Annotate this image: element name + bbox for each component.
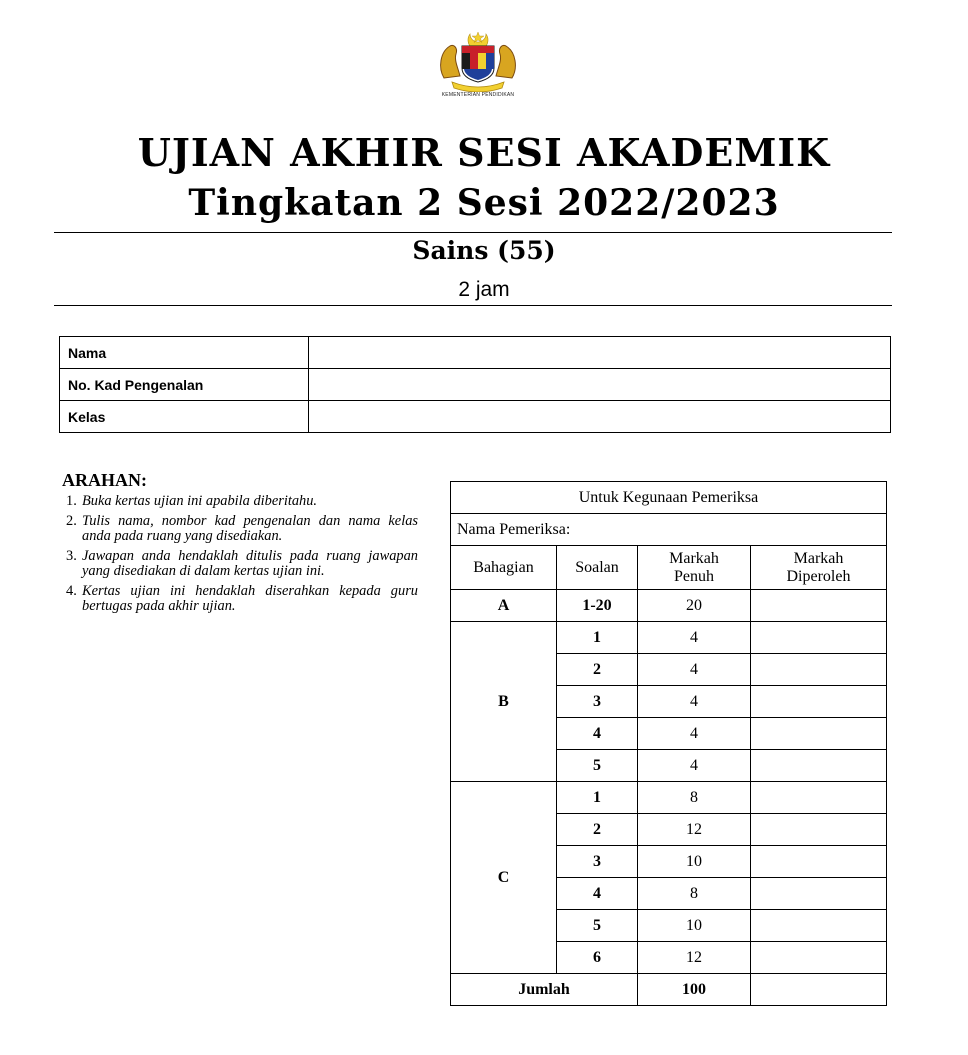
name-field[interactable] bbox=[309, 337, 891, 369]
item-number: 4. bbox=[66, 583, 77, 599]
full-marks: 4 bbox=[638, 750, 751, 782]
item-text: Tulis nama, nombor kad pengenalan dan nama kelas anda pada ruang yang disediakan. bbox=[82, 513, 418, 544]
full-marks: 4 bbox=[638, 686, 751, 718]
table-row bbox=[60, 369, 891, 401]
instructions-list bbox=[62, 494, 418, 614]
full-marks: 4 bbox=[638, 622, 751, 654]
examiner-table-title: Untuk Kegunaan Pemeriksa bbox=[451, 482, 887, 514]
table-row bbox=[451, 482, 887, 514]
ic-number-label: No. Kad Pengenalan bbox=[60, 369, 309, 401]
obtained-marks-cell[interactable] bbox=[751, 686, 887, 718]
table-row bbox=[60, 401, 891, 433]
obtained-marks-cell[interactable] bbox=[751, 782, 887, 814]
question-number: 2 bbox=[557, 814, 638, 846]
full-marks: 10 bbox=[638, 910, 751, 942]
coat-of-arms-icon bbox=[430, 28, 526, 92]
question-number: 1 bbox=[557, 622, 638, 654]
ministry-name: KEMENTERIAN PENDIDIKAN bbox=[441, 92, 515, 98]
obtained-marks-cell[interactable] bbox=[751, 590, 887, 622]
obtained-marks-cell[interactable] bbox=[751, 942, 887, 974]
item-text: Jawapan anda hendaklah ditulis pada ruang jawapan yang disediakan di dalam kertas ujian ini. bbox=[82, 548, 418, 579]
full-marks: 8 bbox=[638, 878, 751, 910]
item-number: 2. bbox=[66, 513, 77, 529]
question-number: 1-20 bbox=[557, 590, 638, 622]
question-number: 6 bbox=[557, 942, 638, 974]
list-item bbox=[62, 549, 418, 579]
question-number: 3 bbox=[557, 686, 638, 718]
total-label: Jumlah bbox=[451, 974, 638, 1006]
table-row bbox=[60, 337, 891, 369]
exam-duration: 2 jam bbox=[458, 278, 510, 301]
student-info-table bbox=[59, 336, 891, 433]
total-obtained-cell[interactable] bbox=[751, 974, 887, 1006]
question-number: 5 bbox=[557, 910, 638, 942]
table-row bbox=[451, 622, 887, 654]
question-number: 4 bbox=[557, 878, 638, 910]
exam-title: UJIAN AKHIR SESI AKADEMIK bbox=[137, 130, 831, 175]
obtained-marks-header: Markah Diperoleh bbox=[751, 546, 887, 590]
ic-number-field[interactable] bbox=[309, 369, 891, 401]
full-marks: 12 bbox=[638, 814, 751, 846]
obtained-marks-cell[interactable] bbox=[751, 750, 887, 782]
full-marks: 20 bbox=[638, 590, 751, 622]
list-item bbox=[62, 584, 418, 614]
full-marks: 12 bbox=[638, 942, 751, 974]
class-field[interactable] bbox=[309, 401, 891, 433]
examiner-name-label: Nama Pemeriksa: bbox=[451, 514, 887, 546]
question-header: Soalan bbox=[557, 546, 638, 590]
list-item bbox=[62, 494, 418, 509]
obtained-marks-cell[interactable] bbox=[751, 654, 887, 686]
section-header: Bahagian bbox=[451, 546, 557, 590]
question-number: 1 bbox=[557, 782, 638, 814]
total-row bbox=[451, 974, 887, 1006]
table-header-row bbox=[451, 546, 887, 590]
item-number: 3. bbox=[66, 548, 77, 564]
obtained-marks-cell[interactable] bbox=[751, 814, 887, 846]
table-row bbox=[451, 782, 887, 814]
examiner-table bbox=[450, 481, 887, 1006]
table-row bbox=[451, 590, 887, 622]
item-text: Buka kertas ujian ini apabila diberitahu. bbox=[82, 493, 318, 509]
item-number: 1. bbox=[66, 493, 77, 509]
question-number: 2 bbox=[557, 654, 638, 686]
instructions bbox=[62, 470, 418, 619]
instructions-title: ARAHAN: bbox=[62, 470, 147, 490]
full-marks-header: Markah Penuh bbox=[638, 546, 751, 590]
subject-title: Sains (55) bbox=[412, 236, 556, 265]
question-number: 3 bbox=[557, 846, 638, 878]
full-marks: 10 bbox=[638, 846, 751, 878]
obtained-marks-cell[interactable] bbox=[751, 718, 887, 750]
ministry-crest bbox=[418, 28, 538, 104]
item-text: Kertas ujian ini hendaklah diserahkan kepada guru bertugas pada akhir ujian. bbox=[82, 583, 418, 614]
name-label: Nama bbox=[60, 337, 309, 369]
table-row bbox=[451, 514, 887, 546]
section-c-label: C bbox=[451, 782, 557, 974]
exam-subtitle: Tingkatan 2 Sesi 2022/2023 bbox=[188, 182, 780, 224]
obtained-marks-cell[interactable] bbox=[751, 878, 887, 910]
question-number: 4 bbox=[557, 718, 638, 750]
obtained-marks-cell[interactable] bbox=[751, 622, 887, 654]
divider-bottom bbox=[54, 305, 892, 306]
total-marks: 100 bbox=[638, 974, 751, 1006]
question-number: 5 bbox=[557, 750, 638, 782]
list-item bbox=[62, 514, 418, 544]
section-b-label: B bbox=[451, 622, 557, 782]
obtained-marks-cell[interactable] bbox=[751, 846, 887, 878]
obtained-marks-cell[interactable] bbox=[751, 910, 887, 942]
full-marks: 4 bbox=[638, 654, 751, 686]
section-a-label: A bbox=[451, 590, 557, 622]
full-marks: 8 bbox=[638, 782, 751, 814]
class-label: Kelas bbox=[60, 401, 309, 433]
full-marks: 4 bbox=[638, 718, 751, 750]
divider-top bbox=[54, 232, 892, 233]
